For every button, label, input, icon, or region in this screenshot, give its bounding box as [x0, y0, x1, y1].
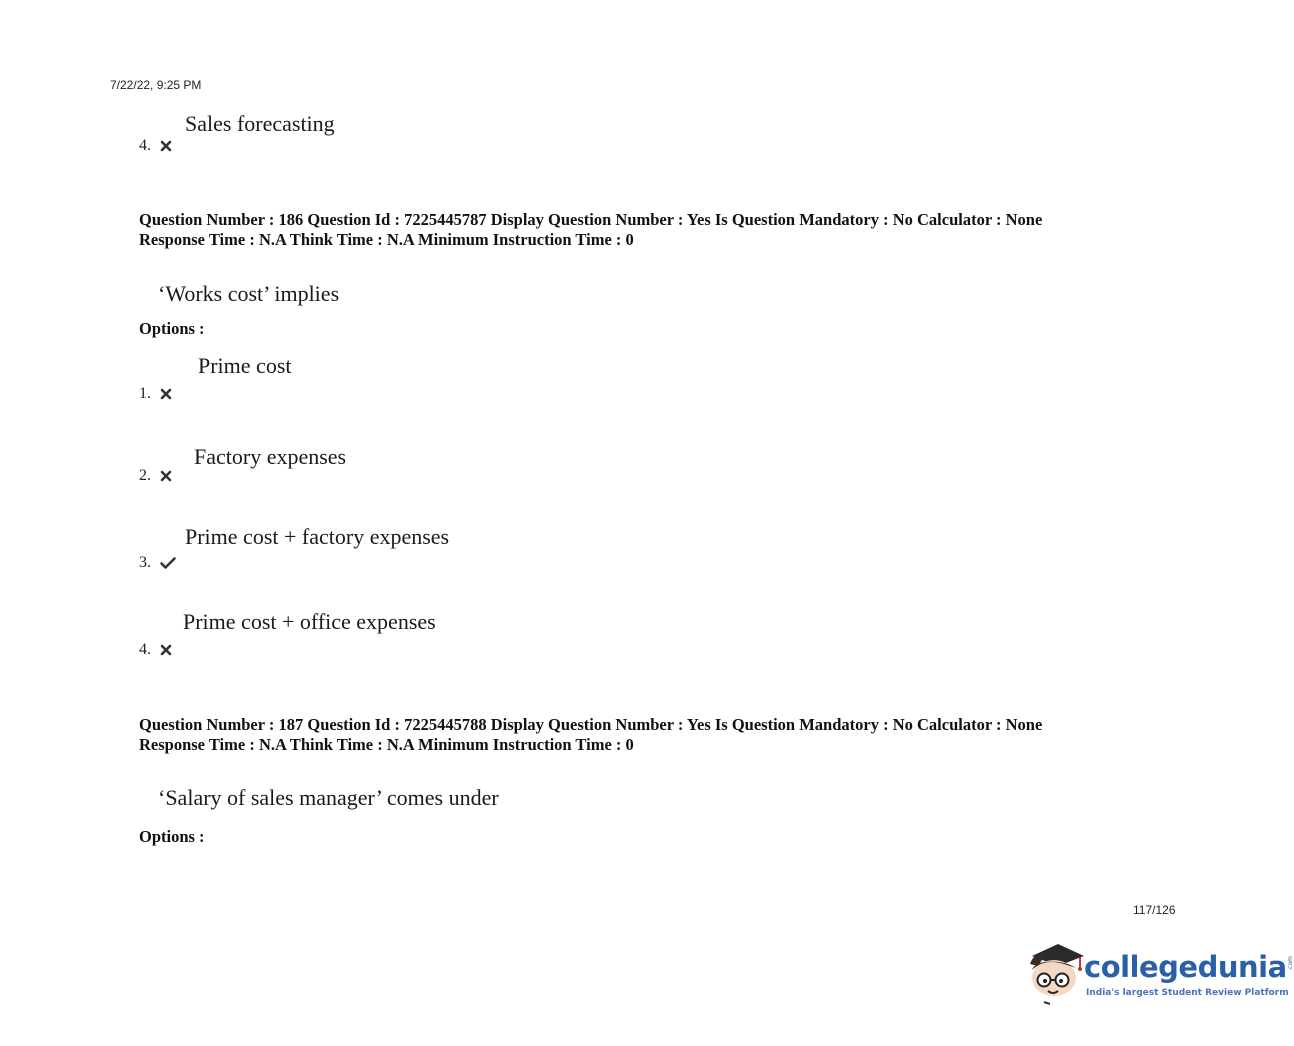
option-number: 4.	[139, 137, 151, 154]
q186-meta	[139, 210, 1042, 250]
q186-meta-line2: Response Time : N.A Think Time : N.A Minimum Instruction Time : 0	[139, 230, 634, 249]
q186-option-1-text: Prime cost	[198, 353, 292, 378]
prev-option-4	[139, 137, 172, 155]
option-number: 3.	[139, 554, 151, 571]
q186-options-label: Options :	[139, 319, 205, 338]
cross-icon	[160, 644, 172, 656]
q187-options-label: Options :	[139, 827, 205, 846]
cross-icon	[160, 470, 172, 482]
prev-option-4-text: Sales forecasting	[185, 111, 335, 136]
option-number: 2.	[139, 467, 151, 484]
q187-meta	[139, 715, 1042, 755]
print-timestamp: 7/22/22, 9:25 PM	[110, 78, 202, 92]
mascot-icon	[1024, 938, 1086, 1008]
brand-suffix: .com	[1286, 956, 1294, 971]
q186-option-3-text: Prime cost + factory expenses	[185, 524, 450, 549]
check-icon	[160, 557, 176, 569]
q186-option-4	[139, 641, 172, 659]
q186-meta-line1: Question Number : 186 Question Id : 7225445787 Display Question Number : Yes Is Question Mandatory : No Calculator : None	[139, 210, 1043, 229]
q186-option-3	[139, 554, 176, 572]
q186-option-1	[139, 385, 172, 403]
brand-tagline: India's largest Student Review Platform	[1086, 988, 1289, 998]
collegedunia-logo	[1024, 938, 1294, 1010]
q186-option-2	[139, 467, 172, 485]
q187-meta-line1: Question Number : 187 Question Id : 7225445788 Display Question Number : Yes Is Question Mandatory : No Calculator : None	[139, 715, 1043, 734]
cross-icon	[160, 140, 172, 152]
brand-name: collegedunia	[1084, 950, 1287, 984]
q187-meta-line2: Response Time : N.A Think Time : N.A Minimum Instruction Time : 0	[139, 735, 634, 754]
q186-question-text: ‘Works cost’ implies	[158, 281, 340, 306]
option-number: 4.	[139, 641, 151, 658]
q186-option-2-text: Factory expenses	[194, 444, 347, 469]
q186-option-4-text: Prime cost + office expenses	[183, 609, 436, 634]
cross-icon	[160, 388, 172, 400]
option-number: 1.	[139, 385, 151, 402]
page-counter: 117/126	[1133, 903, 1176, 917]
q187-question-text: ‘Salary of sales manager’ comes under	[158, 785, 499, 810]
